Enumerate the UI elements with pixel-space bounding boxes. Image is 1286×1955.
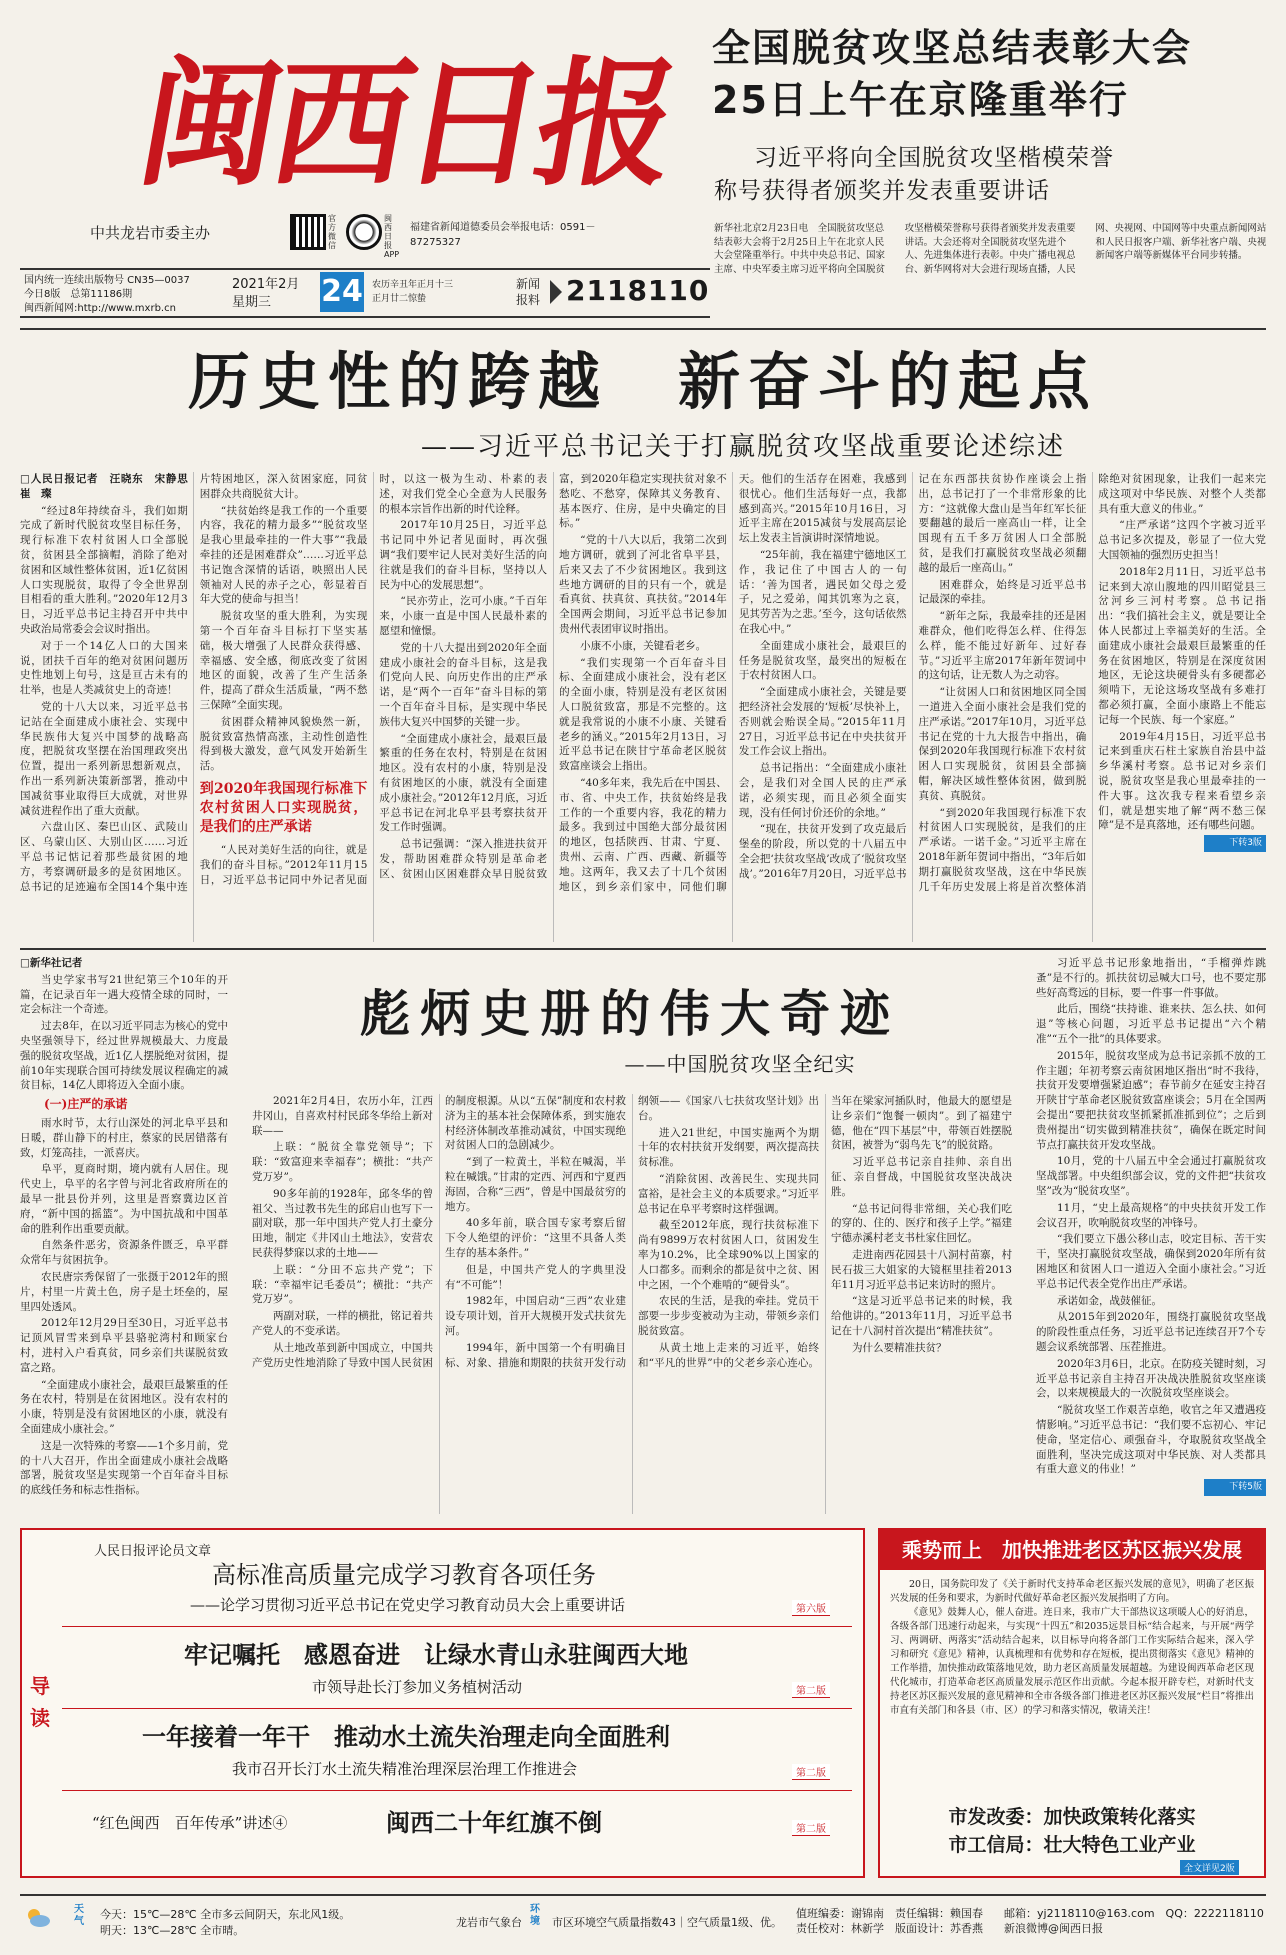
divider <box>62 1790 852 1791</box>
guide-item3-sub: 我市召开长汀水土流失精准治理深层治理工作推进会 <box>232 1760 578 1778</box>
guide-item4-page[interactable]: 第二版 <box>792 1820 830 1836</box>
paragraph: 农民唐宗秀保留了一张摄于2012年的照片，村里一片黄土色，房子是土坯垒的，屋里四处透风。 <box>20 1270 228 1313</box>
revitalization-box <box>878 1528 1266 1878</box>
paragraph: 党的十八大以来，习近平总书记站在全面建成小康社会、实现中华民族伟大复兴中国梦的战略高度，把脱贫攻坚摆在治国理政突出位置，提出一系列新思想新观点，作出一系列新决策新部署，推动中国减贫事业取得巨大成就，对世界减贫进程作出了重大贡献。 <box>20 700 188 817</box>
guide-item2-sub: 市领导赴长汀参加义务植树活动 <box>312 1678 523 1696</box>
paragraph: 2018年2月11日，习近平总书记来到大凉山腹地的四川昭觉县三岔河乡三河村考察。总书记指出：“我们搞社会主义，就是要让全体人民都过上幸福美好的生活。全面建成小康社会最艰巨最繁重的任务在贫困地区，特别是在深度贫困地区，无论这块硬骨头有多硬都必须啃下，无论这场攻坚战有多难打都必须打赢，全面小康路上不能忘记每一个民族、每一个家庭。” <box>1098 565 1266 726</box>
top-subhead-line2: 称号获得者颁奖并发表重要讲话 <box>714 178 1050 204</box>
solar-term-line: 正月廿二惊蛰 <box>372 294 427 304</box>
guide-box <box>20 1528 865 1878</box>
paragraph: 《意见》鼓舞人心，催人奋进。连日来，我市广大干部热议这项暖人心的好消息，各级各部门迅速行动起来，与实现“十四五”和2035远景目标“结合起来，与开展“两学习、两调研、两落实”活动结合起来，以目标导向将各部门工作实际结合起来，深入学习和研究《意见》精神，认真梳理和有优势和存在短板，提出贯彻落实《意见》精神的工作举措，加快推动政策落地见效，助力老区高质量发展超越。为建设闽西革命老区现代化城市，打造革命老区高质量发展示范区作出贡献。今起本报开辟专栏，对新时代支持老区苏区振兴发展的意见精神和全市各级各部门推进老区苏区振兴发展“栏目”将推出市直有关部门和各县（市、区）的学习和落实情况，敬请关注！ <box>890 1607 1254 1716</box>
revitalization-head1[interactable]: 市发改委：加快政策转化落实 <box>948 1806 1196 1828</box>
paragraph: 自然条件恶劣，资源条件匮乏，阜平群众常年与贫困抗争。 <box>20 1239 228 1267</box>
editor-line2: 责任校对：林新学 版面设计：苏香燕 <box>796 1922 983 1935</box>
paragraph: 六盘山区、秦巴山区、武陵山区、乌蒙山区、大别山区……习近平总书记惦记着那些最贫困的地方，考察调研最多的是贫困地区。总书记的足迹遍布全国14个集中连片特困地区，深入贫困家庭，同贫困群众共商脱贫大计。 <box>20 473 368 893</box>
paragraph: 对于一个14亿人口的大国来说，团扶千百年的绝对贫困问题历史性地划上句号，这是亘古未有的壮举，也是人类减贫史上的奇迹！ <box>20 639 188 697</box>
guide-item4-kicker: “红色闽西 百年传承”讲述④ <box>92 1814 288 1832</box>
continued-link[interactable]: 下转5版 <box>1204 1479 1266 1496</box>
website-link[interactable]: 闽西新闻网:http://www.mxrb.cn <box>24 303 176 314</box>
paragraph: 20日，国务院印发了《关于新时代支持革命老区振兴发展的意见》，明确了老区振兴发展的任务和要求，为新时代做好革命老区振兴发展指明了方向。 <box>890 1579 1254 1604</box>
paragraph: “经过8年持续奋斗，我们如期完成了新时代脱贫攻坚目标任务，现行标准下农村贫困人口全部脱贫，贫困县全部摘帽，消除了绝对贫困和区域性整体贫困，近1亿贫困人口实现脱贫，取得了令全世界刮目相看的重大胜利。”2020年12月3日，习近平总书记主持召开中共中央政治局常委会会议时指出。 <box>20 504 188 635</box>
paragraph: 40多年前，联合国专家考察后留下令人绝望的评价：“这里不具备人类生存的基本条件。” <box>445 1217 626 1259</box>
lead-article-body <box>20 472 1266 942</box>
guide-item4-title[interactable]: 闽西二十年红旗不倒 <box>386 1808 602 1837</box>
paragraph: 11月，“史上最高规格”的中央扶贫开发工作会议召开，吹响脱贫攻坚的冲锋号。 <box>1036 1201 1266 1229</box>
masthead <box>20 14 710 259</box>
paragraph: 困难群众，始终是习近平总书记最深的牵挂。 <box>918 578 1087 606</box>
divider <box>62 1626 852 1627</box>
paragraph: 截至2012年底，现行扶贫标准下尚有9899万农村贫困人口，贫困发生率为10.2%，比全球90%以上国家的人口都多。而剩余的都是贫中之贫、困中之困，一个个难啃的“硬骨头”。 <box>638 1219 819 1291</box>
paragraph: 从土地改革到新中国成立，中国共产党历史性地消除了导致中国人民贫困的制度根源。从以“五保”制度和农村救济为主的基本社会保障体系，到实施农村经济体制改革推动减贫，中国实现绝对贫困人口的急剧减少。 <box>252 1095 626 1369</box>
paragraph: 习近平总书记亲自挂帅、亲自出征、亲自督战，中国脱贫攻坚决战决胜。 <box>831 1156 1012 1198</box>
weather-source: 龙岩市气象台 <box>456 1916 522 1929</box>
divider <box>62 1708 852 1709</box>
edition-count: 今日8版 总第11186期 <box>24 289 133 300</box>
paragraph: 上联：“分田不忘共产党”；下联：“幸福牢记毛委员”；横批：“共产党万岁”。 <box>252 1263 433 1306</box>
top-story-body: 新华社北京2月23日电 全国脱贫攻坚总结表彰大会将于2月25日上午在北京人民大会堂隆重举行。中共中央总书记、国家主席、中央军委主席习近平将向全国脱贫攻坚楷模荣誉称号获得者颁奖并发表重要讲话。大会还将对全国脱贫攻坚先进个人、先进集体进行表彰。中央广播电视总台、新华网将对大会进行现场直播，人民网、央视网、中国网等中央重点新闻网站和人民日报客户端、新华社客户端、央视新闻客户端等新媒体平台同步转播。 <box>714 223 1267 275</box>
paragraph: “庄严承诺”这四个字被习近平总书记多次提及，彰显了一位大党大国领袖的强烈历史担当！ <box>1098 519 1266 561</box>
second-article-body <box>252 1094 1012 1514</box>
weather-today: 今天：15℃—28℃ 全市多云间阴天，东北风1级。 <box>100 1908 351 1921</box>
wechat-qr-code-icon[interactable] <box>290 214 326 250</box>
paragraph: 这是一次特殊的考察——1个多月前，党的十八大召开，作出全面建成小康社会战略部署，脱贫攻坚是实现第一个百年奋斗目标的底线任务和标志性指标。 <box>20 1439 228 1497</box>
paragraph: “总书记问得非常细，关心我们吃的穿的、住的、医疗和孩子上学。”福建宁德赤溪村老支书杜家住回忆。 <box>831 1202 1012 1245</box>
paragraph: “民亦劳止，汔可小康。”千百年来，小康一直是中国人民最朴素的愿望和憧憬。 <box>379 595 548 637</box>
paragraph: 上联：“脱贫全靠党领导”；下联：“致富迎来幸福春”；横批：“共产党万岁”。 <box>252 1141 433 1183</box>
divider <box>20 328 1266 330</box>
second-headline[interactable]: 彪炳史册的伟大奇迹 <box>360 984 900 1043</box>
paragraph: “扶贫始终是我工作的一个重要内容，我花的精力最多”“脱贫攻坚是我心里最牵挂的一件大事”“我最牵挂的还是困难群众”……习近平总书记饱含深情的话语，映照出人民领袖对人民的赤子之心，彰显着百年大党的使命与担当！ <box>199 504 368 606</box>
weibo-line[interactable]: 新浪微博@闽西日报 <box>1004 1922 1103 1935</box>
report-hotline: 福建省新闻道德委员会举报电话：0591－87275327 <box>410 222 596 248</box>
paragraph: 但是，中国共产党人的字典里没有“不可能”！ <box>445 1263 626 1291</box>
news-tip-word1: 新闻 <box>516 277 541 291</box>
paragraph: 总书记强调：“深入推进扶贫开发，帮助困难群众特别是革命老区、贫困山区困难群众早日脱贫致富，到2020年稳定实现扶贫对象不愁吃、不愁穿，保障其义务教育、基本医疗、住房，是中央确定的目标。” <box>379 473 727 880</box>
guide-item1-title[interactable]: 高标准高质量完成学习教育各项任务 <box>212 1561 596 1589</box>
paragraph: “人民对美好生活的向往，就是我们的奋斗目标。”2012年11月15日，习近平总书记同中外记者见面时，以这一极为生动、朴素的表述，对我们党全心全意为人民服务的根本宗旨作出新的时代诠释。 <box>199 473 548 886</box>
paragraph: 雨水时节，太行山深处的河北阜平县和日暖，群山静下的村庄，蔡家的民居错落有致，灯笼高挂，一派喜庆。 <box>20 1116 228 1159</box>
paragraph: “我们实现第一个百年奋斗目标、全面建成小康社会，没有老区的全面小康，特别是没有老区贫困人口脱贫致富，那是不完整的。这就是我常说的小康不小康、关键看老乡的涵义。”2015年2月13日，习近平总书记在陕甘宁革命老区脱贫致富座谈会上指出。 <box>559 656 727 773</box>
guide-item2-title[interactable]: 牢记嘱托 感恩奋进 让绿水青山永驻闽西大地 <box>184 1640 688 1669</box>
weather-label: 天气 <box>74 1904 84 1927</box>
email-qq-line[interactable]: 邮箱：yj2118110@163.com QQ：2222118110 <box>1004 1907 1264 1920</box>
paragraph: “脱贫攻坚工作艰苦卓绝，收官之年又遭遇疫情影响。”习近平总书记：“我们要不忘初心、牢记使命，坚定信心、顽强奋斗，夺取脱贫攻坚战全面胜利，坚决完成这项对中华民族、对人类都具有重大意义的伟业！” <box>1036 1404 1266 1476</box>
editor-credits <box>796 1906 983 1936</box>
paragraph: 从2015年到2020年，围绕打赢脱贫攻坚战的阶段性重点任务，习近平总书记连续召开7个专题会议系统部署、压茬推进。 <box>1036 1311 1266 1353</box>
top-headline-line1: 全国脱贫攻坚总结表彰大会 <box>712 26 1193 70</box>
paragraph: 为什么要精准扶贫？ <box>852 1341 947 1354</box>
continued-link[interactable]: 全文详见2版 <box>1180 1860 1239 1875</box>
continued-link[interactable]: 下转3版 <box>1204 835 1266 852</box>
publication-numbers <box>24 274 190 316</box>
paragraph: “全面建成小康社会，关键是要把经济社会发展的‘短板’尽快补上，否则就会贻误全局。”2015年11月27日，习近平总书记在中央扶贫开发工作会议上指出。 <box>738 686 907 758</box>
paragraph: 当史学家书写21世纪第三个10年的开篇，在记录百年一遇大疫情全球的同时，一定会标注一个奇迹。 <box>20 973 228 1016</box>
news-tip-label <box>516 276 540 308</box>
paragraph: “新年之际，我最牵挂的还是困难群众，他们吃得怎么样、住得怎么样，能不能过好新年、过好春节。”习近平主席2017年新年贺词中的这句话，让无数人为之动容。 <box>918 610 1087 682</box>
section-heading: (一)庄严的承诺 <box>44 1097 128 1112</box>
cloudy-weather-icon <box>24 1906 52 1930</box>
revitalization-head2[interactable]: 市工信局：壮大特色工业产业 <box>948 1834 1196 1856</box>
wechat-label: 官方微信 <box>328 214 336 250</box>
revitalization-title[interactable]: 乘势而上 加快推进老区苏区振兴发展 <box>880 1530 1264 1570</box>
paragraph: 1994年，新中国第一个有明确目标、对象、措施和期限的扶贫开发行动纲领——《国家八七扶贫攻坚计划》出台。 <box>445 1095 819 1369</box>
section-heading: 到2020年我国现行标准下农村贫困人口实现脱贫，是我们的庄严承诺 <box>199 780 368 835</box>
year-month: 2021年2月 <box>232 277 300 292</box>
guide-item1-kicker: 人民日报评论员文章 <box>94 1544 212 1559</box>
paragraph: 2020年3月6日，北京。在防疫关键时刻，习近平总书记亲自主持召开决战决胜脱贫攻坚座谈会，以来规模最大的一次脱贫攻坚座谈会。 <box>1036 1357 1266 1400</box>
news-tip-word2: 报料 <box>516 293 541 307</box>
paragraph: “让贫困人口和贫困地区同全国一道进入全面小康社会是我们党的庄严承诺。”2017年10月，习近平总书记在党的十九大报告中指出，确保到2020年我国现行标准下农村贫困人口实现脱贫，贫困县全部摘帽，解决区域性整体贫困，做到脱真贫、真脱贫。 <box>918 686 1087 802</box>
lead-byline: □人民日报记者 汪晓东 宋静思 崔 璨 <box>20 473 199 500</box>
second-article-column-left <box>20 956 228 1516</box>
footer-bar <box>20 1894 1266 1944</box>
paragraph: “25年前，我在福建宁德地区工作，我记住了中国古人的一句话：‘善为国者，遇民如父母之爱子，兄之爱弟，闻其饥寒为之哀，见其劳苦为之悲。’至今，这句话依然在我心中。” <box>738 548 907 635</box>
lead-headline[interactable]: 历史性的跨越 新奋斗的起点 <box>187 345 1098 418</box>
paragraph: 2021年2月4日，农历小年，江西井冈山，自喜欢村村民邱冬华给上新对联—— <box>252 1095 433 1137</box>
paragraph: 90多年前的1928年，邱冬华的曾祖父、当过教书先生的邱启山也写下一副对联，那一年中国共产党人打土豪分田地，制定《井冈山土地法》，安营农民获得梦寐以求的土地—— <box>252 1187 433 1259</box>
paragraph: 贫困群众精神风貌焕然一新，脱贫致富热情高涨，主动性创造性得到极大激发，意气风发开始新生活。 <box>199 715 368 773</box>
paragraph: “消除贫困、改善民生、实现共同富裕，是社会主义的本质要求。”习近平总书记在阜平考察时这样强调。 <box>638 1172 819 1215</box>
top-story-subhead <box>714 142 1274 208</box>
top-headline-line2: 25日上午在京隆重举行 <box>712 78 1129 122</box>
paragraph: 农民的生活，是我的牵挂。党员干部要一步步变被动为主动，带领乡亲们脱贫致富。 <box>638 1295 819 1337</box>
revitalization-body <box>890 1578 1254 1718</box>
paragraph: 此后，围绕“扶持谁、谁来扶、怎么扶、如何退”等核心问题，习近平总书记提出“六个精准”“五个一批”的具体要求。 <box>1036 1003 1266 1045</box>
paragraph: 总书记指出：“全面建成小康社会，是我们对全国人民的庄严承诺，必须实现，而且必须全面实现，没有任何讨价还价的余地。” <box>738 762 907 819</box>
editor-line1: 值班编委：谢锦南 责任编辑：赖国春 <box>796 1907 983 1920</box>
paragraph: 2019年4月15日，习近平总书记来到重庆石柱土家族自治县中益乡华溪村考察。总书记对乡亲们说，脱贫攻坚是我心里最牵挂的一件大事。这次我专程来看望乡亲们，就是想实地了解“两不愁三保障”是不是真落地，还有哪些问题。 <box>1098 730 1266 832</box>
guide-item3-title[interactable]: 一年接着一年干 推动水土流失治理走向全面胜利 <box>142 1722 670 1751</box>
contact-info <box>1004 1906 1264 1936</box>
divider <box>20 948 1266 950</box>
paragraph: 习近平总书记形象地指出，“手榴弹炸跳蚤”是不行的。抓扶贫切忌喊大口号，也不要定那些好高骛远的目标，要一件事一件事做。 <box>1036 957 1266 999</box>
lunar-line: 农历辛丑年正月十三 <box>372 280 454 290</box>
lunar-date <box>372 278 453 306</box>
paragraph: 小康不小康，关键看老乡。 <box>580 639 707 652</box>
paragraph: “现在，扶贫开发到了攻克最后堡垒的阶段，所以党的十八届五中全会把‘扶贫攻坚战’改成了‘脱贫攻坚战’。”2016年7月20日，习近平总书记在东西部扶贫协作座谈会上指出，总书记打了一个非常形象的比方：“这就像大盘山是当年红军长征要翻越的最后一座高山一样，让全国现有五千多万贫困人口全部脱贫，是我们打赢脱贫攻坚战必须翻越的最后一座高山。” <box>738 473 1087 880</box>
paragraph: 进入21世纪，中国实施两个为期十年的农村扶贫开发纲要，两次提高扶贫标准。 <box>638 1126 819 1169</box>
paragraph: 2015年，脱贫攻坚成为总书记亲抓不放的工作主题；年初考察云南贫困地区指出“时不我待，扶贫开发要增强紧迫感”；春节前夕在延安主持召开陕甘宁革命老区脱贫致富座谈会；5月在全国两会提出“要把扶贫攻坚抓紧抓准抓到位”；之后到贵州提出“切实做到精准扶贫”，确保在既定时间节点打赢扶贫开发攻坚战。 <box>1036 1049 1266 1151</box>
paragraph: 2017年10月25日，习近平总书记同中外记者见面时，再次强调“我们要牢记人民对美好生活的向往就是我们的奋斗目标，坚持以人民为中心的发展思想”。 <box>379 519 548 591</box>
paragraph: 脱贫攻坚的重大胜利，为实现第一个百年奋斗目标打下坚实基础，极大增强了人民群众获得感、幸福感、安全感，彻底改变了贫困地区的面貌，改善了生产生活条件，提高了群众生活质量，“两不愁三保障”全面实现。 <box>199 610 368 711</box>
guide-item2-page[interactable]: 第二版 <box>792 1682 830 1698</box>
paragraph: “40多年来，我先后在中国县、市、省、中央工作，扶贫始终是我工作的一个重要内容，我花的精力最多。我到过中国绝大部分最贫困的地区，包括陕西、甘肃、宁夏、贵州、云南、广西、西藏、新疆等地。这两年，我又去了十几个贫困地区，到乡亲们家中，同他们聊天。他们的生活存在困难，我感到很忧心。他们生活每好一点，我都感到高兴。”2015年10月16日，习近平主席在2015减贫与发展高层论坛上发表主旨演讲时深情地说。 <box>559 473 907 893</box>
lead-subhead: ——习近平总书记关于打赢脱贫攻坚战重要论述综述 <box>420 432 1065 462</box>
newspaper-logo[interactable]: 闽西日报 <box>127 42 685 205</box>
app-qr-code-icon[interactable] <box>346 214 382 250</box>
second-subhead: ——中国脱贫攻坚全纪实 <box>624 1052 856 1076</box>
environment-label: 环境 <box>530 1904 540 1927</box>
second-article-column-right <box>1036 956 1266 1516</box>
paragraph: “全面建成小康社会，最艰巨最繁重的任务在农村，特别是在贫困地区。没有农村的小康，特别是没有贫困地区的小康，就没有全面建成小康社会。”2012年12月底，习近平总书记在河北阜平县考察扶贫开发工作时强调。 <box>379 732 548 834</box>
paragraph: 党的十八大提出到2020年全面建成小康社会的奋斗目标，这是我们党向人民、向历史作出的庄严承诺，是“两个一百年”奋斗目标的第一个百年奋斗目标，是实现中华民族伟大复兴中国梦的关键一步。 <box>379 641 548 728</box>
top-story-headline[interactable] <box>712 22 1272 126</box>
guide-item3-page[interactable]: 第二版 <box>792 1764 830 1780</box>
weather-tomorrow: 明天：13℃—28℃ 全市晴。 <box>100 1924 245 1937</box>
paragraph: 2012年12月29日至30日，习近平总书记顶风冒雪来到阜平县骆驼湾村和顾家台村，进村入户看真贫，同乡亲们共谋脱贫致富之路。 <box>20 1317 228 1374</box>
guide-label: 导读 <box>30 1674 50 1730</box>
news-tip-number[interactable]: 2118110 <box>566 274 710 307</box>
paragraph: 10月，党的十八届五中全会通过打赢脱贫攻坚战部署。中央组织部会议，党的文件把“扶贫攻坚”改为“脱贫攻坚”。 <box>1036 1155 1266 1197</box>
second-byline: □新华社记者 <box>20 957 83 969</box>
paragraph: 从黄土地上走来的习近平，始终和“平凡的世界”中的父老乡亲心连心。当年在梁家河插队时，他最大的愿望是让乡亲们“饱餐一顿肉”。到了福建宁德，他在“四下基层”中，带领百姓摆脱贫困，被誉为“弱鸟先飞”的脱贫路。 <box>638 1095 1012 1369</box>
date-block <box>232 276 299 312</box>
guide-item1-page[interactable]: 第六版 <box>792 1600 830 1616</box>
paragraph: “到2020年我国现行标准下农村贫困人口实现脱贫，是我们的庄严承诺。一诺千金。”习近平主席在2018年新年贺词中指出，“3年后如期打赢脱贫攻坚战，这在中华民族几千年历史发展上将是首次整体消除绝对贫困现象，让我们一起来完成这项对中华民族、对整个人类都具有重大意义的伟业。” <box>918 473 1266 893</box>
app-label: 闽西日报APP <box>384 214 400 259</box>
paragraph: 过去8年，在以习近平同志为核心的党中央坚强领导下，经过世界规模最大、力度最强的脱贫攻坚战，近1亿人摆脱绝对贫困，提前10年实现联合国可持续发展议程确定的减贫目标，14亿人即将迈入全面小康。 <box>20 1020 228 1092</box>
top-subhead-line1: 习近平将向全国脱贫攻坚楷模荣誉 <box>754 145 1114 171</box>
paragraph: 全面建成小康社会，最艰巨的任务是脱贫攻坚，最突出的短板在于农村贫困人口。 <box>738 639 907 682</box>
paragraph: “党的十八大以后，我第二次到地方调研，就到了河北省阜平县，后来又去了不少贫困地区。我到这些地方调研的目的只有一个，就是看真贫、扶真贫、真扶贫。”2014年全国两会期间，习近平总书记参加贵州代表团审议时指出。 <box>559 534 727 635</box>
guide-item1-sub: ——论学习贯彻习近平总书记在党史学习教育动员大会上重要讲话 <box>190 1596 626 1614</box>
paragraph: 走进南西花园县十八洞村苗寨，村民石拔三大姐家的大镜框里挂着2013年11月习近平总书记来访时的照片。 <box>831 1248 1012 1291</box>
info-bar <box>20 268 710 318</box>
paragraph: 承诺如金，战鼓催征。 <box>1057 1294 1162 1307</box>
cn-number: 国内统一连续出版物号 CN35—0037 <box>24 275 190 286</box>
paragraph: 两副对联，一样的横批，铭记着共产党人的不变承诺。 <box>252 1310 433 1337</box>
paragraph: “这是习近平总书记来的时候，我给他讲的。”2013年11月，习近平总书记在十八洞村首次提出“精准扶贫”。 <box>831 1295 1012 1337</box>
day-number: 24 <box>320 272 364 312</box>
paragraph: “我们要立下愚公移山志，咬定目标、苦干实干，坚决打赢脱贫攻坚战，确保到2020年所有贫困地区和贫困人口一道迈入全面小康社会。”习近平总书记代表全党作出庄严承诺。 <box>1036 1233 1266 1290</box>
weekday: 星期三 <box>232 295 272 310</box>
paragraph: “到了一粒黄土，半粒在喊渴，半粒在喊饿。”甘肃的定西、河西和宁夏西海固，合称“三西”，曾是中国最贫穷的地方。 <box>445 1156 626 1213</box>
arrow-right-icon <box>550 280 562 304</box>
organizer-line: 中共龙岩市委主办 <box>90 224 211 242</box>
paragraph: “全面建成小康社会，最艰巨最繁重的任务在农村，特别是在贫困地区。没有农村的小康，特别是没有贫困地区的小康，就没有全面建成小康社会。” <box>20 1378 228 1435</box>
air-quality-text: 市区环境空气质量指数43｜空气质量1级、优。 <box>552 1916 782 1929</box>
paragraph: 阜平，夏商时期，境内就有人居住。现代史上，阜平的名字曾与河北省政府所在的最早一批县份并列，这里是晋察冀边区首府，“新中国的摇篮”。为中国抗战和中国革命的胜利作出重要贡献。 <box>20 1163 228 1235</box>
paragraph: 1982年，中国启动“三西”农业建设专项计划，首开大规模开发式扶贫先河。 <box>445 1295 626 1337</box>
